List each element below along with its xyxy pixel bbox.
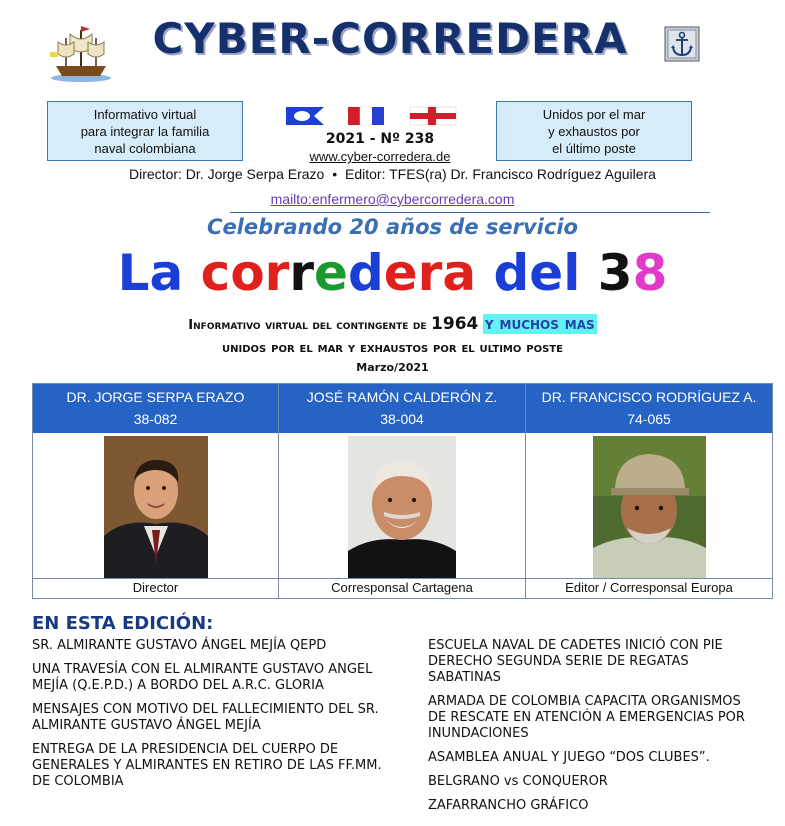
contents-right-column [428,638,763,822]
staff-header [279,384,525,433]
title-letter: l [563,244,581,302]
issue-number: 2021 - Nº 238 [325,131,435,147]
title-letter [183,244,200,302]
newsletter-title [0,244,785,302]
staff-role: Director [33,578,278,598]
staff-column [525,383,773,599]
sailing-ship-logo-icon [46,22,116,84]
title-letter: a [442,244,477,302]
issue-date: Marzo/2021 [356,361,429,374]
staff-code: 74-065 [627,411,671,427]
title-letter: L [117,244,150,302]
tagline-line: el último poste [552,141,636,156]
title-letter: e [383,244,418,302]
email-link[interactable]: mailto:enfermero@cybercorredera.com [270,191,515,207]
contents-left-column [32,638,382,798]
staff-code: 38-004 [380,411,424,427]
tagline-line: Unidos por el mar [542,107,646,122]
staff-name: JOSÉ RAMÓN CALDERÓN Z. [306,389,498,405]
title-letter [476,244,493,302]
title-letter: d [493,244,530,302]
title-letter: 8 [632,244,668,302]
title-letter: o [230,244,265,302]
contents-item[interactable]: BELGRANO vs CONQUEROR [428,774,608,789]
credits-line [0,166,785,182]
tagline-box-left [47,101,243,161]
tagline-line: para integrar la familia [80,124,210,139]
correspondent-photo [348,436,456,579]
staff-name: DR. FRANCISCO RODRÍGUEZ A. [541,389,757,405]
title-letter [580,244,597,302]
staff-column [32,383,279,599]
title-letter: r [289,244,315,302]
signal-flags-icon [284,103,460,129]
staff-table [32,383,773,599]
contents-item[interactable]: ZAFARRANCHO GRÁFICO [428,798,589,813]
contents-item[interactable]: ASAMBLEA ANUAL Y JUEGO “DOS CLUBES”. [428,750,710,765]
contents-item[interactable]: ARMADA DE COLOMBIA CAPACITA ORGANISMOS DE RESCATE EN ATENCIÓN A EMERGENCIAS POR INUNDACIONES [428,694,745,741]
title-letter: e [314,244,348,302]
title-letter: r [264,244,290,302]
editor-photo [593,436,706,579]
tagline-box-right [496,101,692,161]
staff-role: Corresponsal Cartagena [279,578,525,598]
contents-item[interactable]: UNA TRAVESÍA CON EL ALMIRANTE GUSTAVO ANGEL MEJÍA (Q.E.P.D.) A BORDO DEL A.R.C. GLORIA [32,662,373,693]
title-letter: a [149,244,184,302]
contents-item[interactable]: ENTREGA DE LA PRESIDENCIA DEL CUERPO DE GENERALES Y ALMIRANTES EN RETIRO DE LAS FF.MM. DE COLOMBIA [32,742,382,789]
staff-header [33,384,278,433]
masthead-title: CYBER-CORREDERA [152,14,628,63]
staff-name: DR. JORGE SERPA ERAZO [66,389,245,405]
edition-heading: EN ESTA EDICIÓN: [32,613,214,634]
subheading-text: Informativo virtual del contingente de [188,318,427,333]
staff-column [278,383,526,599]
contents-item[interactable]: MENSAJES CON MOTIVO DEL FALLECIMIENTO DEL SR. ALMIRANTE GUSTAVO ÁNGEL MEJÍA [32,702,379,733]
tagline-line: Informativo virtual [93,107,197,122]
anchor-icon [664,26,700,62]
title-letter: 3 [597,244,633,302]
staff-header [526,384,772,433]
divider [230,212,710,213]
director-credit: Director: Dr. Jorge Serpa Erazo [129,166,325,182]
tagline-line: y exhaustos por [548,124,640,139]
credit-separator: • [332,166,338,182]
title-letter: r [417,244,443,302]
contents-item[interactable]: SR. ALMIRANTE GUSTAVO ÁNGEL MEJÍA QEPD [32,638,327,653]
contents-item[interactable]: ESCUELA NAVAL DE CADETES INICIÓ CON PIE DERECHO SEGUNDA SERIE DE REGATAS SABATINAS [428,638,723,685]
director-photo [104,436,208,579]
editor-credit: Editor: TFES(ra) Dr. Francisco Rodríguez Aguilera [345,166,656,182]
title-letter: d [347,244,384,302]
subheading-secondary: unidos por el mar y exhaustos por el ultimo poste [222,340,563,356]
title-letter: c [200,244,231,302]
subheading-main [0,314,785,334]
staff-role: Editor / Corresponsal Europa [526,578,772,598]
anniversary-text: Celebrando 20 años de servicio [207,215,578,239]
title-letter: e [529,244,564,302]
tagline-line: naval colombiana [94,141,196,156]
website-link[interactable]: www.cyber-corredera.de [309,149,451,164]
subheading-highlight: y muchos mas [484,314,595,334]
subheading-year: 1964 [431,314,479,334]
staff-code: 38-082 [133,411,178,427]
